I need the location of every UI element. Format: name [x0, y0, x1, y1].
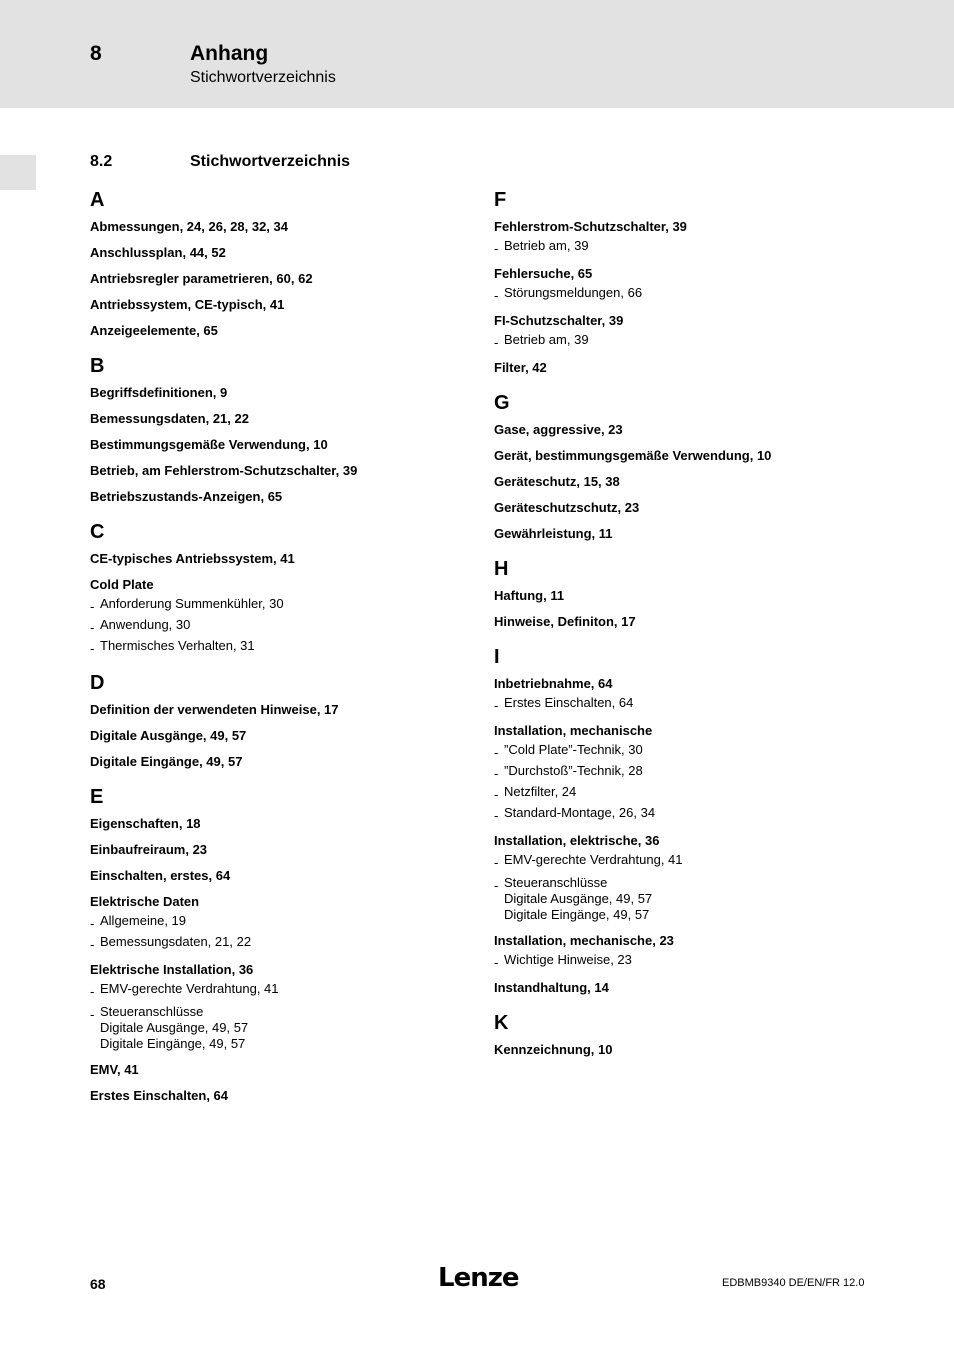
index-subentry — [494, 805, 894, 826]
index-entry — [90, 1059, 490, 1081]
index-entry-main: Haftung, 11 — [494, 588, 565, 603]
index-entry-main: Hinweise, Definiton, 17 — [494, 614, 636, 629]
index-entry-main: Anschlussplan, 44, 52 — [90, 245, 226, 260]
index-entry-main: Bestimmungsgemäße Verwendung, 10 — [90, 437, 328, 452]
subentry-dash: - — [90, 641, 95, 656]
index-letter: I — [494, 646, 500, 668]
index-entry-main: Gewährleistung, 11 — [494, 526, 613, 541]
section-title: Stichwortverzeichnis — [190, 153, 351, 170]
index-entry — [90, 813, 490, 835]
index-entry — [90, 382, 490, 404]
index-letter: E — [90, 786, 104, 808]
index-entry — [494, 216, 894, 259]
index-entry-main: Betriebszustands-Anzeigen, 65 — [90, 489, 283, 504]
index-subentry-text: Allgemeine, 19 — [100, 913, 186, 928]
index-entry-main: Instandhaltung, 14 — [494, 980, 609, 995]
index-entry — [90, 699, 490, 721]
chapter-number: 8 — [90, 42, 102, 65]
index-subentry-text: Erstes Einschalten, 64 — [504, 695, 634, 710]
index-entry-main: Fehlersuche, 65 — [494, 266, 593, 281]
index-entry-main: Cold Plate — [90, 577, 154, 592]
index-letter: C — [90, 521, 105, 543]
subentry-dash: - — [90, 916, 95, 931]
index-entry — [494, 310, 894, 353]
index-entry-main: Gase, aggressive, 23 — [494, 422, 623, 437]
index-entry-main: Erstes Einschalten, 64 — [90, 1088, 229, 1103]
index-entry — [90, 839, 490, 861]
index-entry — [494, 673, 894, 716]
index-entry — [90, 751, 490, 773]
index-entry — [90, 574, 490, 659]
index-letter: B — [90, 355, 105, 377]
index-entry-main: Geräteschutz, 15, 38 — [494, 474, 620, 489]
index-entry-main: Digitale Ausgänge, 49, 57 — [90, 728, 247, 743]
index-entry-main: Gerät, bestimmungsgemäße Verwendung, 10 — [494, 448, 772, 463]
subentry-dash: - — [494, 878, 499, 893]
index-subentry-text: Störungsmeldungen, 66 — [504, 285, 643, 300]
index-subentry-text: EMV-gerechte Verdrahtung, 41 — [504, 852, 683, 867]
index-entry-main: Digitale Eingänge, 49, 57 — [90, 754, 243, 769]
index-entry — [90, 959, 490, 1055]
index-subentry — [494, 873, 894, 926]
index-group — [90, 186, 490, 342]
index-entry — [90, 1085, 490, 1107]
index-subentry-text: Digitale Eingänge, 49, 57 — [100, 1036, 246, 1051]
index-entry-main: CE-typisches Antriebssystem, 41 — [90, 551, 295, 566]
index-entry-main: Installation, mechanische, 23 — [494, 933, 674, 948]
index-subentry — [494, 332, 894, 353]
index-entry — [90, 434, 490, 456]
index-subentry-text: ”Durchstoß”-Technik, 28 — [504, 763, 643, 778]
index-letter: H — [494, 558, 509, 580]
index-entry — [90, 891, 490, 955]
index-entry-main: Antriebssystem, CE-typisch, 41 — [90, 297, 285, 312]
index-entry — [494, 471, 894, 493]
index-subentry-text: Wichtige Hinweise, 23 — [504, 952, 632, 967]
subentry-dash: - — [90, 937, 95, 952]
index-entry-main: Elektrische Daten — [90, 894, 200, 909]
index-entry-main: Geräteschutzschutz, 23 — [494, 500, 640, 515]
index-entry-main: Antriebsregler parametrieren, 60, 62 — [90, 271, 313, 286]
index-entry — [494, 611, 894, 633]
index-entry — [90, 294, 490, 316]
index-group — [494, 186, 894, 379]
subentry-dash: - — [494, 745, 499, 760]
index-entry — [90, 268, 490, 290]
index-entry — [494, 1039, 894, 1061]
index-subentry — [90, 638, 490, 659]
index-subentry-text: Standard-Montage, 26, 34 — [504, 805, 656, 820]
index-letter: D — [90, 672, 105, 694]
index-subentry — [494, 852, 894, 873]
index-entry — [90, 725, 490, 747]
index-entry — [90, 460, 490, 482]
index-subentry-text: Thermisches Verhalten, 31 — [100, 638, 255, 653]
index-subentry — [90, 934, 490, 955]
index-subentry-text: Anwendung, 30 — [100, 617, 191, 632]
index-entry — [90, 486, 490, 508]
index-column-left — [90, 186, 490, 1117]
index-entry — [90, 865, 490, 887]
index-entry-main: Bemessungsdaten, 21, 22 — [90, 411, 249, 426]
subentry-dash: - — [90, 599, 95, 614]
subentry-dash: - — [494, 335, 499, 350]
index-entry-main: Inbetriebnahme, 64 — [494, 676, 613, 691]
index-entry — [494, 357, 894, 379]
index-entry — [494, 720, 894, 826]
page-number: 68 — [90, 1276, 106, 1292]
index-group — [494, 555, 894, 633]
index-entry-main: Anzeigeelemente, 65 — [90, 323, 218, 338]
index-entry-main: Definition der verwendeten Hinweise, 17 — [90, 702, 339, 717]
index-subentry — [494, 285, 894, 306]
subentry-dash: - — [494, 787, 499, 802]
index-subentry — [90, 913, 490, 934]
index-entry — [494, 977, 894, 999]
section-number: 8.2 — [90, 153, 113, 170]
index-subentry-text: Anforderung Summenkühler, 30 — [100, 596, 284, 611]
index-subentry-text: Betrieb am, 39 — [504, 332, 589, 347]
subentry-dash: - — [494, 808, 499, 823]
index-entry — [494, 263, 894, 306]
index-subentry-text: Netzfilter, 24 — [504, 784, 577, 799]
index-entry — [90, 548, 490, 570]
index-entry — [494, 445, 894, 467]
subentry-dash: - — [90, 620, 95, 635]
index-group — [494, 389, 894, 545]
side-tab-marker — [0, 155, 36, 190]
index-entry — [494, 523, 894, 545]
index-letter: K — [494, 1012, 509, 1034]
index-entry-main: FI-Schutzschalter, 39 — [494, 313, 624, 328]
index-entry-main: Filter, 42 — [494, 360, 547, 375]
index-group — [90, 783, 490, 1107]
subentry-dash: - — [494, 288, 499, 303]
subentry-dash: - — [494, 241, 499, 256]
index-subentry-text: Bemessungsdaten, 21, 22 — [100, 934, 252, 949]
index-entry — [90, 216, 490, 238]
index-subentry — [90, 596, 490, 617]
index-group — [494, 643, 894, 999]
index-entry — [90, 320, 490, 342]
index-group — [494, 1009, 894, 1061]
index-subentry — [494, 952, 894, 973]
chapter-subtitle: Stichwortverzeichnis — [190, 69, 336, 86]
subentry-dash: - — [90, 1007, 95, 1022]
index-entry-main: EMV, 41 — [90, 1062, 139, 1077]
index-subentry — [494, 784, 894, 805]
index-group — [90, 352, 490, 508]
index-subentry-text: Digitale Ausgänge, 49, 57 — [504, 891, 653, 906]
chapter-title: Anhang — [190, 42, 269, 65]
index-entry — [90, 408, 490, 430]
index-subentry-text: Digitale Ausgänge, 49, 57 — [100, 1020, 249, 1035]
index-entry — [494, 419, 894, 441]
index-entry-main: Installation, mechanische — [494, 723, 653, 738]
subentry-dash: - — [494, 698, 499, 713]
subentry-dash: - — [90, 984, 95, 999]
index-column-right — [494, 186, 894, 1071]
subentry-dash: - — [494, 766, 499, 781]
index-entry — [494, 497, 894, 519]
lenze-logo: Lenze — [438, 1263, 519, 1293]
index-entry-main: Installation, elektrische, 36 — [494, 833, 660, 848]
index-entry-main: Einbaufreiraum, 23 — [90, 842, 208, 857]
index-subentry — [494, 695, 894, 716]
index-subentry-text: Digitale Eingänge, 49, 57 — [504, 907, 650, 922]
index-subentry-text: EMV-gerechte Verdrahtung, 41 — [100, 981, 279, 996]
index-entry-main: Elektrische Installation, 36 — [90, 962, 254, 977]
index-entry — [494, 830, 894, 926]
index-entry-main: Begriffsdefinitionen, 9 — [90, 385, 228, 400]
index-subentry — [90, 617, 490, 638]
index-entry — [494, 930, 894, 973]
index-entry — [494, 585, 894, 607]
index-subentry-text: Steueranschlüsse — [504, 875, 608, 890]
index-entry-main: Fehlerstrom-Schutzschalter, 39 — [494, 219, 687, 234]
index-letter: G — [494, 392, 510, 414]
index-entry-main: Einschalten, erstes, 64 — [90, 868, 231, 883]
subentry-dash: - — [494, 855, 499, 870]
index-entry-main: Eigenschaften, 18 — [90, 816, 201, 831]
index-entry-main: Kennzeichnung, 10 — [494, 1042, 613, 1057]
index-subentry — [494, 763, 894, 784]
index-subentry-text: Betrieb am, 39 — [504, 238, 589, 253]
index-letter: A — [90, 189, 105, 211]
index-subentry — [494, 742, 894, 763]
index-entry — [90, 242, 490, 264]
index-entry-main: Betrieb, am Fehlerstrom-Schutzschalter, 39 — [90, 463, 358, 478]
document-id: EDBMB9340 DE/EN/FR 12.0 — [722, 1277, 865, 1289]
subentry-dash: - — [494, 955, 499, 970]
index-entry-main: Abmessungen, 24, 26, 28, 32, 34 — [90, 219, 288, 234]
index-subentry — [90, 981, 490, 1002]
index-subentry-text: ”Cold Plate”-Technik, 30 — [504, 742, 643, 757]
index-group — [90, 518, 490, 659]
index-group — [90, 669, 490, 773]
index-subentry — [90, 1002, 490, 1055]
index-letter: F — [494, 189, 507, 211]
chapter-header — [0, 0, 954, 108]
index-subentry — [494, 238, 894, 259]
index-subentry-text: Steueranschlüsse — [100, 1004, 204, 1019]
